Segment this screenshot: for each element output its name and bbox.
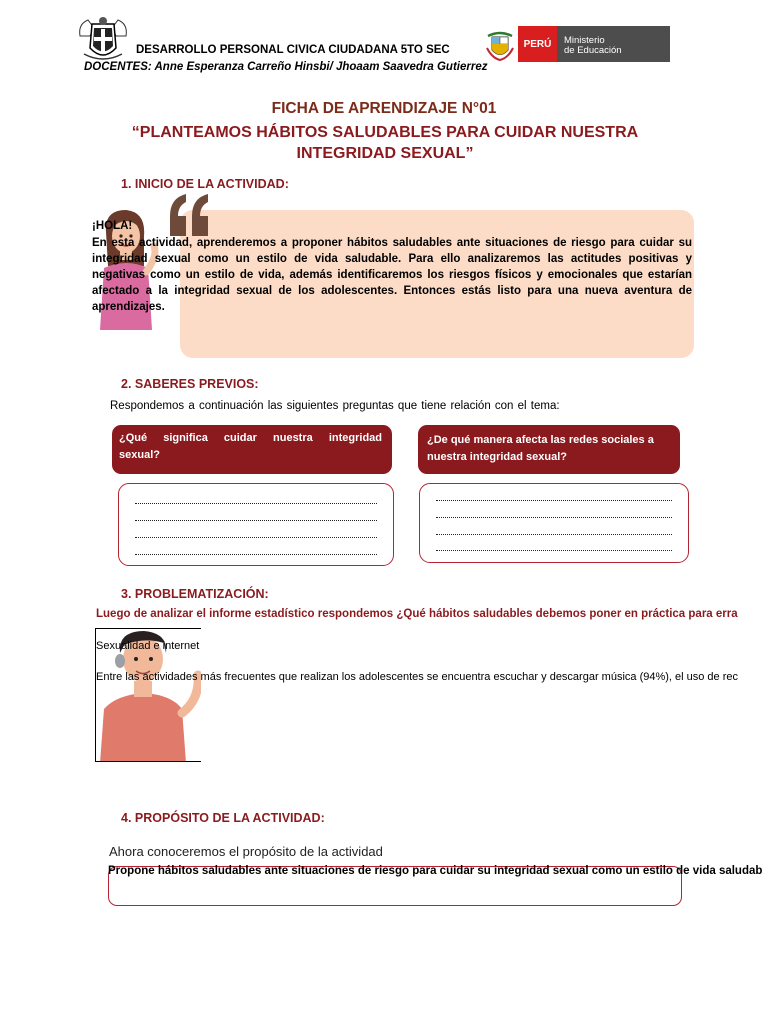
ministry-label <box>557 26 670 62</box>
docentes-line: DOCENTES: Anne Esperanza Carreño Hinsbi/ Jhoaam Saavedra Gutierrez <box>84 61 488 73</box>
main-title <box>110 122 660 164</box>
answer-line <box>135 537 377 538</box>
section-number: 3. <box>121 587 132 601</box>
intro-paragraph: En esta actividad, aprenderemos a proponer hábitos saludables ante situaciones de riesgo para cuidar su integridad sexual como un estilo de vida saludable. Para ello analizaremos las actitudes positivas y negativas como un estilo de vida, además identificaremos los riesgos físicos y emocionales que estarían afectado a la integridad sexual de los adolescentes. Entonces estás listo para una nueva aventura de aprendizajes. <box>92 237 692 313</box>
ministry-line1: Ministerio <box>564 35 605 46</box>
problematizacion-question: Luego de analizar el informe estadístico respondemos ¿Qué hábitos saludables debemos poner en práctica para erra <box>96 608 738 620</box>
ministry-line2: de Educación <box>564 45 622 56</box>
proposito-intro: Ahora conoceremos el propósito de la actividad <box>109 844 383 859</box>
answer-line <box>436 550 672 551</box>
peru-ministry-logo <box>518 26 670 62</box>
answer-line <box>135 520 377 521</box>
section-label: PROBLEMATIZACIÓN: <box>134 587 269 601</box>
section-heading-proposito <box>121 811 325 825</box>
main-title-line1: “PLANTEAMOS HÁBITOS SALUDABLES PARA CUIDAR NUESTRA <box>131 124 639 141</box>
section-number: 1. <box>121 177 132 191</box>
question-box-1: ¿Qué significa cuidar nuestra integridad sexual? <box>112 425 392 474</box>
greeting: ¡HOLA! <box>92 220 133 232</box>
section-heading-saberes <box>121 377 259 391</box>
answer-line <box>436 517 672 518</box>
main-title-line2: INTEGRIDAD SEXUAL” <box>296 145 474 162</box>
problematizacion-text: Entre las actividades más frecuentes que realizan los adolescentes se encuentra escuchar y descargar música (94%), el uso de rec <box>96 671 739 683</box>
section-label: INICIO DE LA ACTIVIDAD: <box>134 177 289 191</box>
section-heading-inicio <box>121 177 289 191</box>
saberes-intro: Respondemos a continuación las siguientes preguntas que tiene relación con el tema: <box>110 400 560 412</box>
quote-mark-icon <box>166 192 214 238</box>
course-title: DESARROLLO PERSONAL CIVICA CIUDADANA 5TO SEC <box>136 44 450 56</box>
problematizacion-subtitle: Sexualidad e internet <box>96 640 200 652</box>
answer-line <box>436 534 672 535</box>
answer-line <box>135 503 377 504</box>
answer-box-1[interactable] <box>118 483 394 566</box>
answer-box-2[interactable] <box>419 483 689 563</box>
peru-coat-of-arms-icon <box>484 28 516 62</box>
answer-line <box>135 554 377 555</box>
section-number: 4. <box>121 811 132 825</box>
section-label: SABERES PREVIOS: <box>134 377 259 391</box>
section-heading-problematizacion <box>121 587 269 601</box>
question-box-2: ¿De qué manera afecta las redes sociales a nuestra integridad sexual? <box>418 425 680 474</box>
school-crest-logo <box>74 14 132 66</box>
ficha-title: FICHA DE APRENDIZAJE N°01 <box>271 100 497 117</box>
section-number: 2. <box>121 377 132 391</box>
section-label: PROPÓSITO DE LA ACTIVIDAD: <box>134 811 325 825</box>
proposito-text: Propone hábitos saludables ante situaciones de riesgo para cuidar su integridad sexual como un estilo de vida saludab <box>108 865 763 877</box>
answer-line <box>436 500 672 501</box>
peru-brand-label: PERÚ <box>518 26 557 62</box>
